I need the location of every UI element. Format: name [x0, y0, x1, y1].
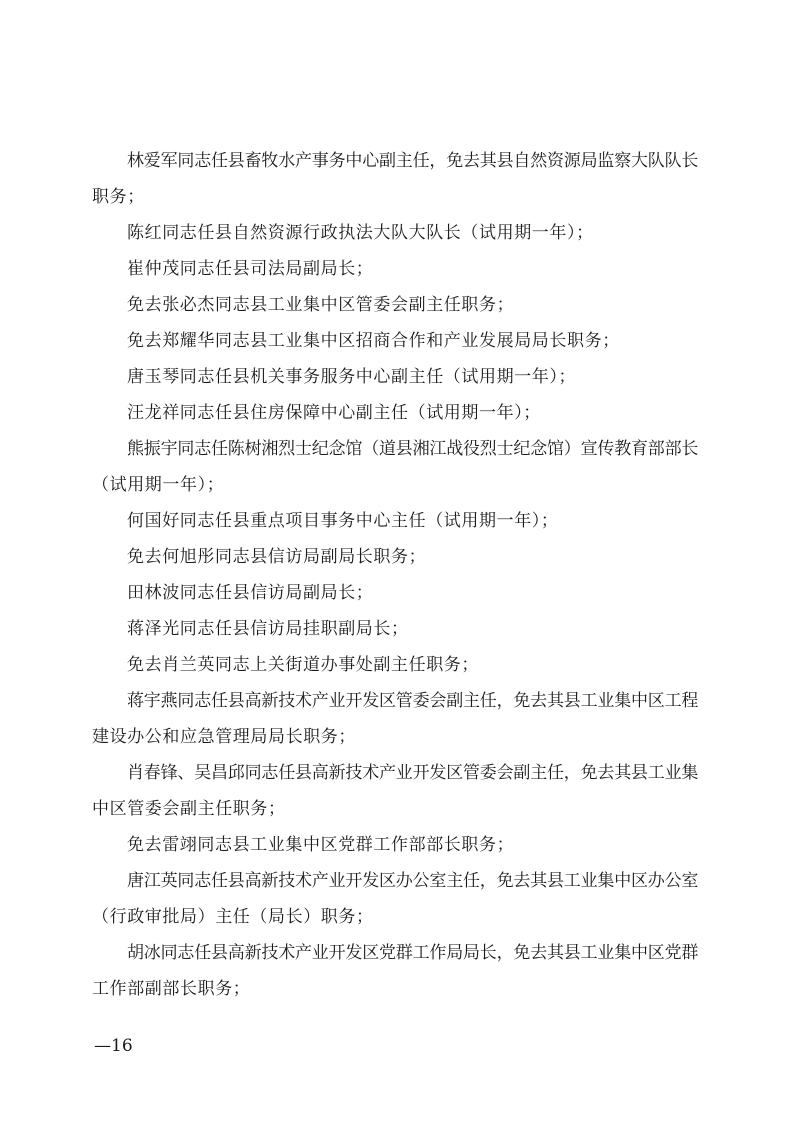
paragraph-line: 胡冰同志任县高新技术产业开发区党群工作局局长，免去其县工业集中区党群	[127, 943, 699, 963]
paragraph-line: 肖春锋、吴昌邱同志任县高新技术产业开发区管委会副主任，免去其县工业集	[127, 763, 699, 783]
paragraph-line: 免去张必杰同志县工业集中区管委会副主任职务；	[127, 295, 515, 315]
paragraph-line: 职务；	[92, 187, 145, 207]
paragraph-line: 何国好同志任县重点项目事务中心主任（试用期一年）；	[127, 511, 559, 531]
paragraph-line: 免去雷翊同志县工业集中区党群工作部部长职务；	[127, 835, 515, 855]
paragraph-line: （行政审批局）主任（局长）职务；	[92, 907, 374, 927]
paragraph-line: 中区管委会副主任职务；	[92, 799, 286, 819]
page-number: —16	[94, 1036, 133, 1056]
paragraph-line: 崔仲茂同志任县司法局副局长；	[127, 259, 374, 279]
paragraph-line: 蒋宇燕同志任县高新技术产业开发区管委会副主任，免去其县工业集中区工程	[127, 691, 699, 711]
paragraph-line: 唐江英同志任县高新技术产业开发区办公室主任，免去其县工业集中区办公室	[127, 871, 699, 891]
paragraph-line: 建设办公和应急管理局局长职务；	[92, 727, 356, 747]
paragraph-line: 熊振宇同志任陈树湘烈士纪念馆（道县湘江战役烈士纪念馆）宣传教育部部长	[127, 439, 699, 459]
paragraph-line: （试用期一年）；	[92, 475, 225, 495]
paragraph-line: 田林波同志任县信访局副局长；	[127, 583, 374, 603]
paragraph-line: 免去郑耀华同志县工业集中区招商合作和产业发展局局长职务；	[127, 331, 620, 351]
paragraph-line: 林爱军同志任县畜牧水产事务中心副主任，免去其县自然资源局监察大队队长	[127, 151, 699, 171]
paragraph-line: 工作部副部长职务；	[92, 979, 251, 999]
paragraph-line: 唐玉琴同志任县机关事务服务中心副主任（试用期一年）；	[127, 367, 577, 387]
paragraph-line: 免去肖兰英同志上关街道办事处副主任职务；	[127, 655, 479, 675]
paragraph-line: 汪龙祥同志任县住房保障中心副主任（试用期一年）；	[127, 403, 541, 423]
paragraph-line: 蒋泽光同志任县信访局挂职副局长；	[127, 619, 409, 639]
paragraph-line: 陈红同志任县自然资源行政执法大队大队长（试用期一年）；	[127, 223, 594, 243]
paragraph-line: 免去何旭彤同志县信访局副局长职务；	[127, 547, 427, 567]
